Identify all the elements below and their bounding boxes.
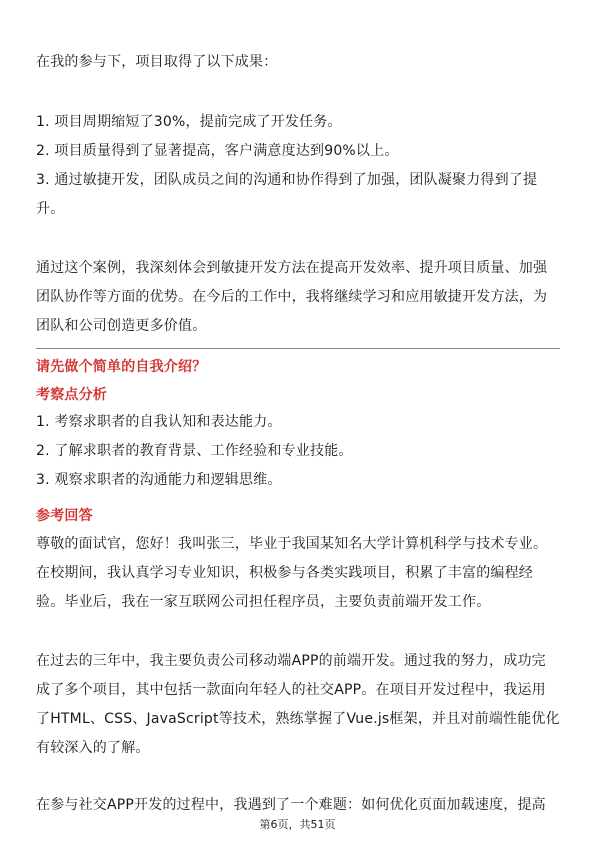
answer-heading: 参考回答 bbox=[36, 508, 93, 524]
result-item-3: 3. 通过敏捷开发，团队成员之间的沟通和协作得到了加强，团队凝聚力得到了提 bbox=[36, 172, 538, 188]
conclusion-line-1: 通过这个案例，我深刻体会到敏捷开发方法在提高开发效率、提升项目质量、加强 bbox=[36, 260, 548, 276]
section-divider bbox=[36, 348, 560, 349]
answer-p2-line-4: 有较深入的了解。 bbox=[36, 740, 150, 756]
conclusion-line-2: 团队协作等方面的优势。在今后的工作中，我将继续学习和应用敏捷开发方法，为 bbox=[36, 289, 548, 305]
answer-p3-line-1: 在参与社交APP开发的过程中，我遇到了一个难题：如何优化页面加载速度，提高 bbox=[36, 797, 546, 813]
analysis-point-1: 1. 考察求职者的自我认知和表达能力。 bbox=[36, 414, 282, 430]
answer-p1-line-1: 尊敬的面试官，您好！我叫张三，毕业于我国某知名大学计算机科学与技术专业。 bbox=[36, 536, 548, 552]
conclusion-line-3: 团队和公司创造更多价值。 bbox=[36, 318, 207, 334]
answer-p2-line-3: 了HTML、CSS、JavaScript等技术，熟练掌握了Vue.js框架，并且对前端性能优化 bbox=[36, 711, 560, 727]
answer-p2-line-2: 成了多个项目，其中包括一款面向年轻人的社交APP。在项目开发过程中，我运用 bbox=[36, 682, 546, 698]
result-item-3-cont: 升。 bbox=[36, 201, 65, 217]
answer-p2-line-1: 在过去的三年中，我主要负责公司移动端APP的前端开发。通过我的努力，成功完 bbox=[36, 653, 546, 669]
analysis-point-2: 2. 了解求职者的教育背景、工作经验和专业技能。 bbox=[36, 443, 353, 459]
result-item-1: 1. 项目周期缩短了30%，提前完成了开发任务。 bbox=[36, 114, 342, 130]
answer-p1-line-3: 验。毕业后，我在一家互联网公司担任程序员，主要负责前端开发工作。 bbox=[36, 594, 491, 610]
result-item-2: 2. 项目质量得到了显著提高，客户满意度达到90%以上。 bbox=[36, 143, 399, 159]
answer-p1-line-2: 在校期间，我认真学习专业知识，积极参与各类实践项目，积累了丰富的编程经 bbox=[36, 565, 533, 581]
analysis-point-3: 3. 观察求职者的沟通能力和逻辑思维。 bbox=[36, 472, 282, 488]
page-number: 第6页，共51页 bbox=[259, 818, 336, 831]
analysis-heading: 考察点分析 bbox=[36, 387, 107, 403]
question-title: 请先做个简单的自我介绍？ bbox=[36, 359, 207, 375]
results-intro: 在我的参与下，项目取得了以下成果： bbox=[36, 54, 278, 70]
